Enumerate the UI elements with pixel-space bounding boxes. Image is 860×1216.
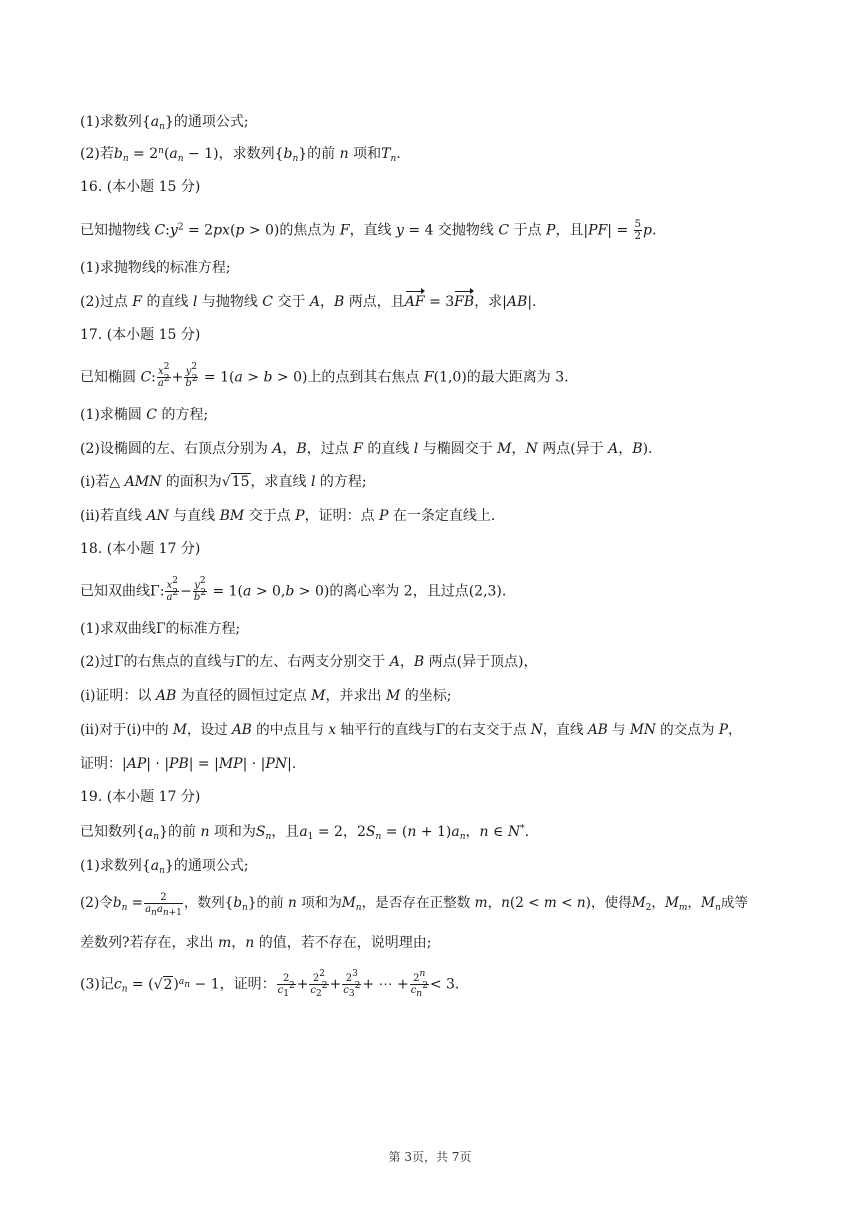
line-21: 已知数列$\{a_n\}$的前 n 项和为$S_n$，且$a_1 = 2$，$2S_n = (n + 1)a_n$，n ∈ N*.	[80, 824, 530, 842]
line-18: (ⅱ)对于(ⅰ)中的 M，设过 AB 的中点且与 x 轴平行的直线与Γ的右支交于点 N，直线 AB 与 MN 的交点为 P，	[80, 722, 742, 738]
line-22: (1)求数列$\{a_n\}$的通项公式;	[80, 858, 249, 876]
line-23: (2)令$b_n$ = $\frac{2}{a_na_{n+1}}$ ，数列$\{b_n\}$的前 n 项和为$M_n$，是否存在正整数 m，n(2 < m < n)，使得$M_2$，$M_m$，$M_n$成等	[80, 892, 748, 918]
line-24: 差数列?若存在，求出 m，n 的值，若不存在，说明理由;	[80, 935, 432, 951]
line-15: (1)求双曲线Γ的标准方程;	[80, 621, 241, 637]
line-1: (1)求数列$\{a_n\}$的通项公式;	[80, 114, 249, 132]
line-17: (ⅰ)证明：以 AB 为直径的圆恒过定点 M，并求出 M 的坐标;	[80, 688, 452, 704]
problem-18-heading: 18. (本小题 17 分)	[80, 541, 201, 557]
problem-16-heading: 16. (本小题 15 分)	[80, 179, 201, 195]
problem-17-heading: 17. (本小题 15 分)	[80, 327, 201, 343]
problem-19-heading: 19. (本小题 17 分)	[80, 789, 201, 805]
line-11: (ⅰ)若△ AMN 的面积为√15，求直线 l 的方程;	[80, 474, 367, 490]
line-8: 已知椭圆 C: $\frac{x^2}{a^2}$ + $\frac{y^2}{b^2}$ = 1(a > b > 0)上的点到其右焦点 F(1,0)的最大距离为 3.	[80, 362, 569, 389]
line-5: (1)求抛物线的标准方程;	[80, 260, 231, 276]
line-14: 已知双曲线Γ: $\frac{x^2}{a^2}$ − $\frac{y^2}{b^2}$ = 1(a > 0,b > 0)的离心率为 2，且过点(2,3).	[80, 576, 507, 603]
page-footer: 第 3页，共 7页	[388, 1150, 472, 1164]
line-2: (2)若$b_n = 2^n(a_n - 1)$，求数列$\{b_n\}$的前 n 项和$T_n$.	[80, 146, 401, 164]
line-10: (2)设椭圆的左、右顶点分别为 A，B，过点 F 的直线 l 与椭圆交于 M，N 两点(异于 A，B).	[80, 441, 653, 457]
line-19: 证明：|AP| · |PB| = |MP| · |PN|.	[80, 756, 297, 772]
line-16: (2)过Γ的右焦点的直线与Γ的左、右两支分别交于 A，B 两点(异于顶点)，	[80, 654, 538, 670]
line-6: (2)过点 F 的直线 l 与抛物线 C 交于 A，B 两点，且AF = 3FB，求|AB|.	[80, 294, 537, 310]
line-4: 已知抛物线 $C:y^2 = 2px(p > 0)$的焦点为 F，直线 y = 4 交抛物线 C 于点 P，且|PF| = $\frac{5}{2}$ p.	[80, 219, 657, 242]
line-9: (1)求椭圆 C 的方程;	[80, 407, 209, 423]
line-25: (3)记$c_n = (√2)^{a_n} - 1$，证明： $\frac{2}{c_1^2}$ + $\frac{2^2}{c_2^2}$ + $\frac{2^3}{c_3^2}$ + ⋯ + $\frac{2^n}{c_n^2}$ < 3.	[80, 969, 460, 999]
line-12: (ⅱ)若直线 AN 与直线 BM 交于点 P，证明：点 P 在一条定直线上.	[80, 508, 496, 524]
